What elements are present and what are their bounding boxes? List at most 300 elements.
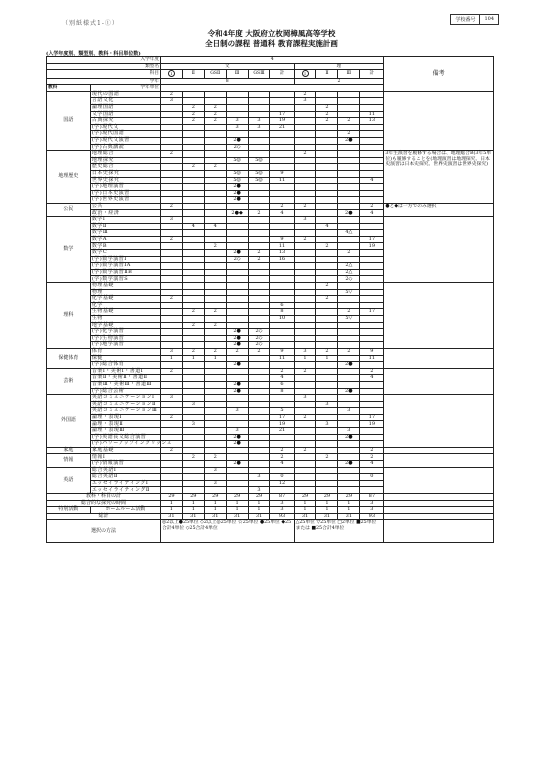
unit-cell [182,190,204,197]
unit-cell [316,414,338,421]
unit-cell: 2● [338,461,360,468]
unit-cell [360,428,384,435]
unit-cell [360,480,384,487]
unit-cell [360,296,384,303]
totals-label: ホームルーム活動 [90,507,160,514]
unit-cell [294,170,316,177]
unit-cell [360,401,384,408]
unit-cell [248,276,270,283]
unit-cell: 0 [270,474,294,481]
unit-cell [316,269,338,276]
unit-cell [338,151,360,158]
unit-cell [316,309,338,316]
totals-cell: 29 [160,494,182,501]
unit-cell: 2 [182,322,204,329]
unit-cell [294,480,316,487]
unit-cell [270,184,294,191]
unit-cell [360,395,384,402]
unit-cell [226,276,248,283]
subject-name-cell: (学)情報演習 [90,461,160,468]
remarks-cell [384,467,494,493]
subject-name-cell: (学)数学演習ⅡB [90,269,160,276]
unit-cell [294,256,316,263]
subject-name-cell: 体育 [90,348,160,355]
unit-cell [338,177,360,184]
unit-cell: 17 [270,111,294,118]
school-number-label: 学校番号 [451,15,480,24]
unit-cell: 9 [270,236,294,243]
grade-ri-3: Ⅲ [338,70,360,78]
unit-cell [204,375,226,382]
subject-name-cell: 数学Ⅲ [90,230,160,237]
unit-cell: 2 [248,348,270,355]
unit-cell [160,131,182,138]
totals-label: 教科・科目の計 [47,494,161,501]
unit-cell [360,256,384,263]
unit-cell: 2 [338,309,360,316]
unit-cell [294,315,316,322]
unit-cell [360,157,384,164]
unit-cell [226,263,248,270]
unit-cell [270,98,294,105]
unit-cell [360,184,384,191]
subject-name-cell: 化学 [90,302,160,309]
unit-cell: 2 [182,118,204,125]
unit-cell [182,414,204,421]
unit-cell [360,335,384,342]
unit-cell [204,170,226,177]
unit-cell [226,230,248,237]
unit-cell: 2 [360,203,384,210]
subject-area-cell: 情報 [47,454,91,467]
table-row [47,447,494,454]
school-number-box [450,14,499,25]
unit-cell: 2 [160,151,182,158]
unit-cell [294,335,316,342]
unit-cell [204,395,226,402]
totals-remarks [384,494,494,501]
unit-cell [248,315,270,322]
unit-cell: 2 [160,236,182,243]
unit-cell [316,315,338,322]
unit-cell: 2● [226,461,248,468]
unit-cell [294,269,316,276]
table-footer [47,494,494,543]
totals-label: 総計 [47,513,161,520]
unit-cell [182,375,204,382]
totals-cell: 87 [360,494,384,501]
unit-cell [294,461,316,468]
unit-cell: 2 [294,151,316,158]
unit-cell [160,190,182,197]
unit-cell [182,236,204,243]
unit-cell [294,137,316,144]
subject-name-cell: 数学Ⅰ [90,217,160,224]
unit-cell [182,203,204,210]
unit-cell: 2 [160,414,182,421]
unit-cell: 1 [204,355,226,362]
unit-cell [160,302,182,309]
unit-cell [248,302,270,309]
unit-cell [182,381,204,388]
remarks-cell [384,283,494,349]
unit-cell: 2 [294,203,316,210]
unit-cell [338,441,360,448]
unit-cell [182,137,204,144]
unit-cell [360,269,384,276]
unit-cell [338,296,360,303]
unit-cell [204,414,226,421]
unit-cell [294,276,316,283]
unit-cell [294,118,316,125]
unit-cell [270,335,294,342]
unit-cell [182,289,204,296]
unit-cell [270,395,294,402]
grade-ri-2: Ⅱ [316,70,338,78]
totals-remarks [384,507,494,514]
unit-cell [360,283,384,290]
unit-cell [360,223,384,230]
hdr-course-bun: 文 [160,63,294,70]
unit-cell [294,111,316,118]
unit-cell: 6 [270,302,294,309]
subject-area-cell: 地理歴史 [47,151,91,204]
unit-cell: 2 [270,447,294,454]
unit-cell: 11 [270,177,294,184]
unit-cell [316,263,338,270]
unit-cell [338,164,360,171]
unit-cell [160,315,182,322]
unit-cell [160,243,182,250]
unit-cell [316,177,338,184]
unit-cell [182,329,204,336]
unit-cell: 17 [360,414,384,421]
totals-cell: 29 [226,494,248,501]
unit-cell [248,230,270,237]
unit-cell [204,197,226,204]
unit-cell [338,375,360,382]
unit-cell: 2 [270,368,294,375]
unit-cell [316,362,338,369]
unit-cell [316,197,338,204]
subject-name-cell: 数学C [90,250,160,257]
unit-cell: 2 [294,368,316,375]
unit-cell: 5◎ [226,157,248,164]
unit-cell [182,408,204,415]
unit-cell: 2● [226,329,248,336]
unit-cell: 19 [360,421,384,428]
unit-cell [248,223,270,230]
unit-cell [204,368,226,375]
unit-cell [160,401,182,408]
unit-cell [160,170,182,177]
unit-cell [204,144,226,151]
unit-cell [182,263,204,270]
subject-name-cell: (学)総合芸術 [90,388,160,395]
unit-cell: 2● [338,362,360,369]
totals-cell: 29 [316,494,338,501]
unit-cell: 2 [316,454,338,461]
unit-cell: 2 [294,236,316,243]
unit-cell: 3 [248,474,270,481]
unit-cell: 2△ [338,263,360,270]
grade-bun-4: Ⅲ [226,70,248,78]
unit-cell [338,368,360,375]
unit-cell: 2 [338,131,360,138]
unit-cell [248,91,270,98]
unit-cell: 5 [270,408,294,415]
unit-cell [182,124,204,131]
unit-cell [248,408,270,415]
unit-cell [226,296,248,303]
unit-cell [160,124,182,131]
unit-cell [338,203,360,210]
subject-name-cell: 家庭基礎 [90,447,160,454]
unit-cell [182,428,204,435]
unit-cell [182,474,204,481]
unit-cell: 2 [182,454,204,461]
unit-cell [226,289,248,296]
unit-cell [360,217,384,224]
unit-cell: 2 [294,414,316,421]
unit-cell [316,91,338,98]
unit-cell [294,421,316,428]
unit-cell: 2 [160,368,182,375]
unit-cell [204,236,226,243]
subject-name-cell: 文学国語 [90,111,160,118]
subject-name-cell: 英語コミュニケーションⅠ [90,395,160,402]
selection-method-label: 選択の方法 [47,520,161,543]
unit-cell: 2 [294,91,316,98]
unit-cell [182,250,204,257]
totals-cell: 3 [270,500,294,507]
unit-cell [294,243,316,250]
unit-cell [316,428,338,435]
unit-cell [248,98,270,105]
totals-cell: 1 [204,500,226,507]
unit-cell [226,447,248,454]
unit-cell: 16 [270,256,294,263]
unit-cell: 2● [226,197,248,204]
grade-bun-total: 計 [270,70,294,78]
unit-cell [160,461,182,468]
subject-name-cell: 情報Ⅰ [90,454,160,461]
unit-cell [248,296,270,303]
unit-cell [338,474,360,481]
subject-name-cell: 世界史探究 [90,177,160,184]
unit-cell [160,283,182,290]
unit-cell [316,375,338,382]
unit-cell: 21 [270,124,294,131]
unit-cell [294,428,316,435]
unit-cell: 2 [338,348,360,355]
unit-cell: 10 [270,315,294,322]
unit-cell [270,91,294,98]
unit-cell [360,322,384,329]
subject-area-cell: 国語 [47,91,91,150]
unit-cell: 1 [294,355,316,362]
subject-name-cell: (学)現代文 [90,124,160,131]
hdr-entry-year: 入学年度 [47,57,161,64]
unit-cell [360,164,384,171]
unit-cell [360,170,384,177]
unit-cell: 2 [338,118,360,125]
subject-name-cell: (学)英語長文総合演習 [90,434,160,441]
unit-cell: 4△ [338,230,360,237]
unit-cell: 17 [360,236,384,243]
unit-cell: 5◎ [248,177,270,184]
unit-cell [338,144,360,151]
unit-cell [182,243,204,250]
unit-cell: 2 [248,256,270,263]
unit-cell [338,335,360,342]
totals-cell: 31 [316,513,338,520]
unit-cell: 2 [204,309,226,316]
unit-cell: 2 [160,91,182,98]
unit-cell [248,355,270,362]
unit-cell [204,124,226,131]
unit-cell [360,329,384,336]
unit-cell [160,381,182,388]
unit-cell [294,467,316,474]
totals-row [47,513,494,520]
unit-cell: 19 [360,243,384,250]
unit-cell [204,329,226,336]
unit-cell: 2● [226,381,248,388]
subject-name-cell: 歴史総合 [90,164,160,171]
unit-cell [338,91,360,98]
unit-cell: 3 [248,118,270,125]
unit-cell [338,414,360,421]
unit-cell [204,190,226,197]
subject-name-cell: 数学B [90,243,160,250]
totals-cell: 29 [248,494,270,501]
unit-cell: 4 [360,461,384,468]
unit-cell: 3 [248,124,270,131]
subject-name-cell: 地理探究 [90,157,160,164]
grade-bun-1: Ⅰ [160,70,182,78]
unit-cell [182,461,204,468]
unit-cell [160,157,182,164]
unit-cell: 2 [204,111,226,118]
totals-cell: 1 [316,507,338,514]
unit-cell: 2● [226,342,248,349]
unit-cell: 5◎ [248,157,270,164]
unit-cell [204,388,226,395]
selection-method-ri: △25単位 ▽25単位 □2単位 ■25単位 または ■25合計4単位 [294,520,384,543]
subject-name-cell: 総合英語Ⅰ [90,467,160,474]
subject-area-cell: 数学 [47,217,91,283]
subject-name-cell: (学)日本史演習 [90,190,160,197]
totals-cell: 1 [248,507,270,514]
unit-cell: 3 [160,395,182,402]
unit-cell [204,256,226,263]
unit-cell [204,137,226,144]
unit-cell [248,447,270,454]
totals-cell: 29 [294,494,316,501]
unit-cell [204,434,226,441]
remarks-cell: ●と◆は一方でのみ選択 [384,203,494,216]
unit-cell: 4 [270,375,294,382]
unit-cell: 11 [270,355,294,362]
totals-cell: 87 [270,494,294,501]
unit-cell [182,184,204,191]
unit-cell: 4 [316,223,338,230]
subject-name-cell: 保健 [90,355,160,362]
totals-cell: 1 [160,507,182,514]
unit-cell [248,421,270,428]
subject-name-cell: 数学A [90,236,160,243]
unit-cell: 2● [226,388,248,395]
unit-cell: 2 [270,203,294,210]
unit-cell: 2 [316,104,338,111]
unit-cell [182,177,204,184]
table-row [47,203,494,210]
unit-cell [204,230,226,237]
unit-cell [316,151,338,158]
unit-cell: 2 [294,447,316,454]
subject-area-cell: 公民 [47,203,91,216]
unit-cell: 2 [182,104,204,111]
unit-cell [182,434,204,441]
grade-bun-5: GSⅢ [248,70,270,78]
unit-cell [204,441,226,448]
unit-cell [182,230,204,237]
unit-cell [248,236,270,243]
unit-cell [294,131,316,138]
unit-cell: 8 [270,388,294,395]
unit-cell [160,250,182,257]
unit-cell [226,217,248,224]
hdr-units: 学年単位 [90,85,160,92]
unit-cell [360,289,384,296]
unit-cell [204,421,226,428]
unit-cell [316,164,338,171]
unit-cell: 2●◆ [226,210,248,217]
unit-cell [160,269,182,276]
unit-cell [182,335,204,342]
unit-cell [338,104,360,111]
unit-cell [270,329,294,336]
unit-cell [226,223,248,230]
unit-cell [182,151,204,158]
unit-cell: 2 [204,454,226,461]
unit-cell: 2◇ [226,144,248,151]
totals-cell: 3 [360,500,384,507]
unit-cell: 4 [270,461,294,468]
subject-name-cell: 政治・経済 [90,210,160,217]
selection-method-bun: ◎2以上●25単位 ◇2以上◎25単位 ☆25単位 ●25単位 ◆25合計4単位 ◇25合計4単位 [160,520,294,543]
unit-cell [316,137,338,144]
unit-cell [248,217,270,224]
unit-cell [226,368,248,375]
unit-cell [294,454,316,461]
unit-cell: 2 [360,368,384,375]
unit-cell [226,236,248,243]
unit-cell [360,131,384,138]
sum-ri: 2 [294,78,384,85]
unit-cell [248,368,270,375]
unit-cell [204,408,226,415]
unit-cell [248,388,270,395]
subject-name-cell: (学)現代文演習 [90,137,160,144]
unit-cell [160,223,182,230]
table-header [47,57,494,92]
unit-cell: 3 [204,480,226,487]
unit-cell: 2● [338,434,360,441]
hdr-subject: 科目 [47,70,161,78]
unit-cell [294,289,316,296]
